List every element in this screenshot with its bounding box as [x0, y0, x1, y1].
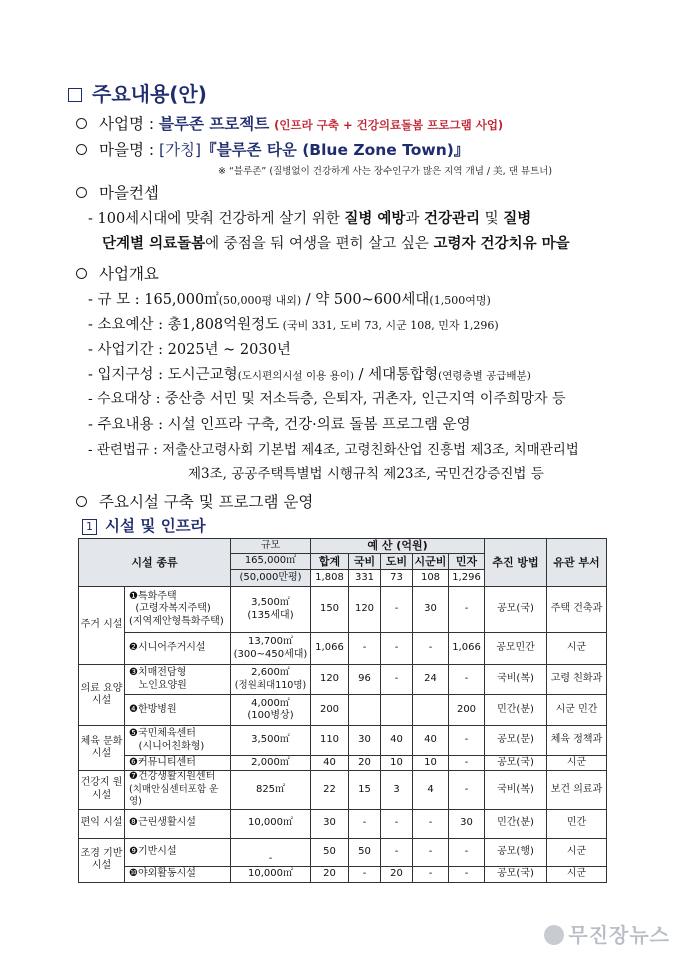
header-scale-pyeong: (50,000만평): [231, 570, 311, 587]
group-cell: 의료 요양 시설: [79, 665, 125, 726]
overview-content: - 주요내용 : 시설 인프라 구축, 건강·의료 돌봄 프로그램 운영: [88, 417, 471, 433]
watermark-logo: 무진장뉴스: [544, 919, 670, 948]
cell-private: -: [449, 665, 485, 695]
cell-total: 22: [311, 771, 349, 810]
cell-private: -: [449, 756, 485, 771]
village-name-value: 『블루존 타운 (Blue Zone Town)』: [201, 141, 470, 159]
cell-city: 4: [413, 771, 449, 810]
facility-scale: 2,600㎡ (정원최대110명): [231, 665, 311, 695]
cell-province: 40: [381, 726, 413, 756]
facility-scale: 4,000㎡ (100병상): [231, 695, 311, 726]
group-cell: 조경 기반 시설: [79, 838, 125, 882]
header-budget: 예 산 (억원): [311, 539, 485, 554]
cell-national: 120: [349, 587, 381, 633]
cell-province: 10: [381, 756, 413, 771]
table-row: [79, 838, 607, 866]
table-row: [79, 695, 607, 726]
cell-national: 20: [349, 756, 381, 771]
overview-scale: - 규 모 : 165,000㎡(50,000평 내외) / 약 500~600세대(1,500여명): [88, 292, 491, 308]
cell-total: 50: [311, 838, 349, 866]
total-private: 1,296: [449, 570, 485, 587]
facility-name: ❷시니어주거시설: [125, 633, 231, 665]
cell-private: -: [449, 726, 485, 756]
table-row: [79, 866, 607, 882]
header-province: 도비: [381, 554, 413, 570]
group-cell: 주거 시설: [79, 587, 125, 665]
group-cell: 체육 문화 시설: [79, 726, 125, 771]
group-cell: 편익 시설: [79, 809, 125, 838]
cell-private: 1,066: [449, 633, 485, 665]
main-facilities-heading: 주요시설 구축 및 프로그램 운영: [76, 490, 313, 512]
cell-city: 40: [413, 726, 449, 756]
header-private: 민자: [449, 554, 485, 570]
circle-bullet-icon: [76, 118, 87, 129]
facility-name: ❻커뮤니티센터: [125, 756, 231, 771]
cell-dept: 시군: [547, 756, 607, 771]
cell-city: [413, 695, 449, 726]
table-row: [79, 726, 607, 756]
cell-total: 20: [311, 866, 349, 882]
overview-period: - 사업기간 : 2025년 ~ 2030년: [88, 342, 291, 358]
cell-national: 30: [349, 726, 381, 756]
cell-province: -: [381, 838, 413, 866]
header-city: 시군비: [413, 554, 449, 570]
facility-name: ❸치매전담형 노인요양원: [125, 665, 231, 695]
facility-scale: 3,500㎡ (135세대): [231, 587, 311, 633]
cell-method: 공모(국): [485, 587, 547, 633]
cell-national: -: [349, 809, 381, 838]
concept-heading: 마을컨셉: [76, 181, 159, 203]
news-logo-icon: [544, 925, 564, 945]
header-facility-type: 시설 종류: [79, 539, 231, 587]
project-name-value: 블루존 프로젝트: [159, 115, 270, 133]
cell-private: -: [449, 866, 485, 882]
sub-heading: 1 시설 및 인프라: [82, 514, 206, 536]
concept-line-1: - 100세시대에 맞춰 건강하게 살기 위한 질병 예방과 건강관리 및 질병: [88, 210, 532, 227]
cell-national: -: [349, 866, 381, 882]
cell-dept: 시군: [547, 838, 607, 866]
circle-bullet-icon: [76, 187, 87, 198]
cell-total: 1,066: [311, 633, 349, 665]
facility-name: ❹한방병원: [125, 695, 231, 726]
cell-dept: 시군: [547, 633, 607, 665]
cell-method: 민간(분): [485, 695, 547, 726]
facility-scale: 13,700㎡ (300~450세대): [231, 633, 311, 665]
cell-national: 96: [349, 665, 381, 695]
cell-national: 50: [349, 838, 381, 866]
cell-method: 공모(국): [485, 866, 547, 882]
cell-dept: 고령 친화과: [547, 665, 607, 695]
cell-province: -: [381, 665, 413, 695]
cell-province: -: [381, 633, 413, 665]
cell-city: 24: [413, 665, 449, 695]
overview-law-2: 제3조, 공공주택특별법 시행규칙 제23조, 국민건강증진법 등: [188, 466, 544, 482]
cell-city: -: [413, 838, 449, 866]
footnote: ※ “블루존” (질병없이 건강하게 사는 장수인구가 많은 지역 개념 / 美, 댄 뷰트너): [218, 166, 553, 177]
facility-name: ❶특화주택 (고령자복지주택) (지역제안형특화주택): [125, 587, 231, 633]
overview-law-1: - 관련법규 : 저출산고령사회 기본법 제4조, 고령친화산업 진흥법 제3조, 치매관리법: [88, 442, 579, 458]
table-row: [79, 771, 607, 810]
facility-scale: -: [231, 838, 311, 866]
header-scale: 규모: [231, 539, 311, 554]
cell-national: 15: [349, 771, 381, 810]
project-name-note: (인프라 구축 + 건강의료돌봄 프로그램 사업): [274, 118, 504, 132]
facility-scale: 825㎡: [231, 771, 311, 810]
table-row: [79, 633, 607, 665]
cell-method: 국비(복): [485, 665, 547, 695]
facility-scale: 10,000㎡: [231, 809, 311, 838]
total-national: 331: [349, 570, 381, 587]
overview-target: - 수요대상 : 중산층 서민 및 저소득층, 은퇴자, 귀촌자, 인근지역 이주희망자 등: [88, 391, 566, 407]
cell-national: -: [349, 633, 381, 665]
facility-name: ❾기반시설: [125, 838, 231, 866]
header-dept: 유관 부서: [547, 539, 607, 587]
village-name-prefix: [가칭]: [159, 141, 202, 159]
cell-province: 3: [381, 771, 413, 810]
cell-private: -: [449, 838, 485, 866]
cell-total: 150: [311, 587, 349, 633]
total-city: 108: [413, 570, 449, 587]
cell-dept: 체육 정책과: [547, 726, 607, 756]
cell-city: 30: [413, 587, 449, 633]
cell-method: 공모(문): [485, 726, 547, 756]
header-method: 추진 방법: [485, 539, 547, 587]
overview-budget: - 소요예산 : 총1,808억원정도 (국비 331, 도비 73, 시군 108, 민자 1,296): [88, 317, 499, 333]
circle-bullet-icon: [76, 144, 87, 155]
cell-method: 민간(분): [485, 809, 547, 838]
overview-site: - 입지구성 : 도시근교형(도시편의시설 이용 용이) / 세대통합형(연령층별 공급배분): [88, 367, 531, 383]
cell-city: 10: [413, 756, 449, 771]
cell-total: 200: [311, 695, 349, 726]
cell-province: -: [381, 587, 413, 633]
village-name-line: [76, 138, 469, 160]
header-total: 합계: [311, 554, 349, 570]
cell-dept: 시군 민간: [547, 695, 607, 726]
cell-province: -: [381, 809, 413, 838]
header-national: 국비: [349, 554, 381, 570]
facility-name: ❿야외활동시설: [125, 866, 231, 882]
cell-total: 120: [311, 665, 349, 695]
project-name-line: [76, 112, 503, 134]
cell-method: 공모(국): [485, 756, 547, 771]
cell-national: [349, 695, 381, 726]
group-cell: 건강지 원시설: [79, 771, 125, 810]
circle-bullet-icon: [76, 496, 87, 507]
cell-method: 공모민간: [485, 633, 547, 665]
cell-dept: 주택 건축과: [547, 587, 607, 633]
table-row: [79, 587, 607, 633]
section-title: 주요내용(안): [68, 78, 207, 107]
cell-city: -: [413, 866, 449, 882]
concept-line-2: 단계별 의료돌봄에 중점을 둬 여생을 편히 살고 싶은 고령자 건강치유 마을: [102, 235, 570, 252]
cell-city: -: [413, 809, 449, 838]
cell-province: 20: [381, 866, 413, 882]
facility-scale: 10,000㎡: [231, 866, 311, 882]
cell-private: 30: [449, 809, 485, 838]
project-name-label: 사업명 :: [99, 115, 155, 133]
cell-dept: 보건 의료과: [547, 771, 607, 810]
table-row: [79, 665, 607, 695]
cell-private: -: [449, 587, 485, 633]
cell-total: 110: [311, 726, 349, 756]
overview-heading: 사업개요: [76, 262, 159, 284]
facility-name: ❺국민체육센터 (시니어친화형): [125, 726, 231, 756]
cell-total: 30: [311, 809, 349, 838]
cell-dept: 시군: [547, 866, 607, 882]
table-row: [79, 809, 607, 838]
facility-name: ❽근린생활시설: [125, 809, 231, 838]
total-province: 73: [381, 570, 413, 587]
cell-private: -: [449, 771, 485, 810]
village-name-label: 마을명 :: [99, 141, 155, 159]
cell-dept: 민간: [547, 809, 607, 838]
numbered-box-icon: 1: [82, 519, 97, 535]
circle-bullet-icon: [76, 268, 87, 279]
facility-scale: 2,000㎡: [231, 756, 311, 771]
facility-table: [78, 538, 607, 883]
cell-city: -: [413, 633, 449, 665]
square-bullet-icon: [68, 88, 82, 102]
total-sum: 1,808: [311, 570, 349, 587]
cell-private: 200: [449, 695, 485, 726]
facility-scale: 3,500㎡: [231, 726, 311, 756]
cell-province: [381, 695, 413, 726]
header-scale-area: 165,000㎡: [231, 554, 311, 570]
table-row: [79, 756, 607, 771]
cell-total: 40: [311, 756, 349, 771]
facility-name: ❼건강생활지원센터 (치매안심센터포함 운영): [125, 771, 231, 810]
cell-method: 국비(복): [485, 771, 547, 810]
cell-method: 공모(행): [485, 838, 547, 866]
